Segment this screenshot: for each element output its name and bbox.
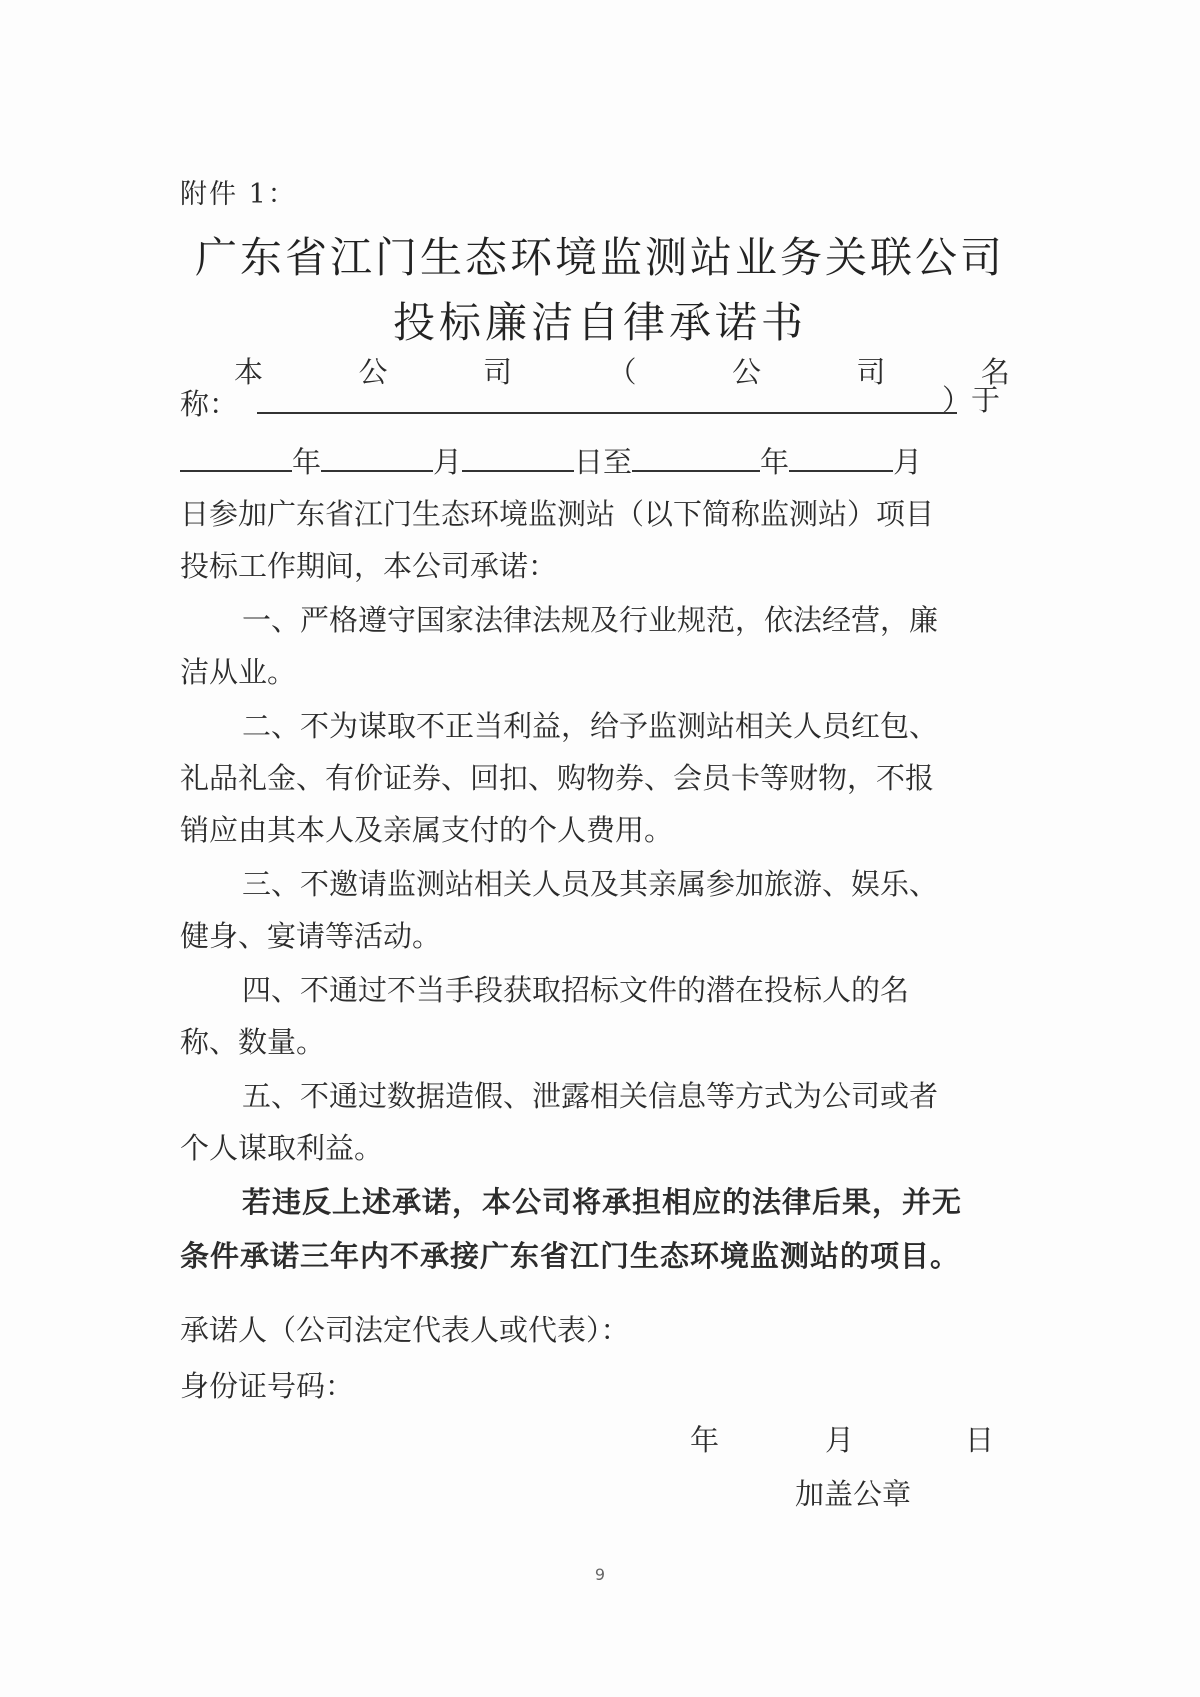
intro-char: （ — [607, 355, 637, 389]
id-number-label: 身份证号码： — [180, 1369, 355, 1403]
date-month-label: 月 — [893, 445, 923, 479]
warning-line-2: 条件承诺三年内不承接广东省江门生态环境监测站的项目。 — [180, 1239, 961, 1273]
name-suffix: ）于 — [942, 383, 1001, 417]
date-range-line — [180, 438, 1010, 482]
warning-line-1: 若违反上述承诺，本公司将承担相应的法律后果，并无 — [242, 1185, 963, 1219]
company-name-line — [180, 380, 1010, 424]
clause-2-cont: 礼品礼金、有价证券、回扣、购物券、会员卡等财物，不报 — [180, 761, 935, 795]
attachment-label: 附件 1： — [180, 179, 297, 210]
seal-label: 加盖公章 — [795, 1477, 912, 1511]
end-month-blank[interactable] — [789, 438, 893, 472]
clause-5-cont: 个人谋取利益。 — [180, 1131, 384, 1165]
intro-char: 公 — [358, 355, 388, 389]
clause-1-cont: 洁从业。 — [180, 655, 297, 689]
intro-char: 本 — [234, 355, 264, 389]
document-title-line-1: 广东省江门生态环境监测站业务关联公司 — [194, 233, 1005, 282]
sign-year: 年 — [690, 1423, 720, 1457]
clause-2-cont: 销应由其本人及亲属支付的个人费用。 — [180, 813, 674, 847]
intro-char: 名 — [980, 355, 1010, 389]
name-label: 称： — [180, 387, 239, 421]
date-month-label: 月 — [433, 445, 463, 479]
clause-5: 五、不通过数据造假、泄露相关信息等方式为公司或者 — [242, 1079, 939, 1113]
intro-char: 公 — [731, 355, 761, 389]
clause-4-cont: 称、数量。 — [180, 1025, 326, 1059]
clause-4: 四、不通过不当手段获取招标文件的潜在投标人的名 — [242, 973, 910, 1007]
date-year-label: 年 — [760, 445, 790, 479]
clause-3: 三、不邀请监测站相关人员及其亲属参加旅游、娱乐、 — [242, 867, 939, 901]
start-day-blank[interactable] — [462, 438, 574, 472]
company-name-blank[interactable] — [257, 380, 957, 414]
clause-3-cont: 健身、宴请等活动。 — [180, 919, 442, 953]
end-year-blank[interactable] — [632, 438, 760, 472]
date-year-label: 年 — [292, 445, 322, 479]
intro-char: 司 — [856, 355, 886, 389]
intro-char: 司 — [482, 355, 512, 389]
page-number: 9 — [594, 1565, 606, 1584]
start-month-blank[interactable] — [321, 438, 433, 472]
sign-month: 月 — [825, 1423, 855, 1457]
clause-2: 二、不为谋取不正当利益，给予监测站相关人员红包、 — [242, 709, 939, 743]
body-line: 投标工作期间，本公司承诺： — [180, 549, 558, 583]
promisor-label: 承诺人（公司法定代表人或代表）： — [180, 1313, 630, 1347]
start-year-blank[interactable] — [180, 438, 292, 472]
body-line: 日参加广东省江门生态环境监测站（以下简称监测站）项目 — [180, 497, 935, 531]
sign-day: 日 — [965, 1423, 995, 1457]
document-title-line-2: 投标廉洁自律承诺书 — [392, 298, 807, 347]
date-day-to-label: 日至 — [574, 445, 633, 479]
clause-1: 一、严格遵守国家法律法规及行业规范，依法经营，廉 — [242, 603, 939, 637]
